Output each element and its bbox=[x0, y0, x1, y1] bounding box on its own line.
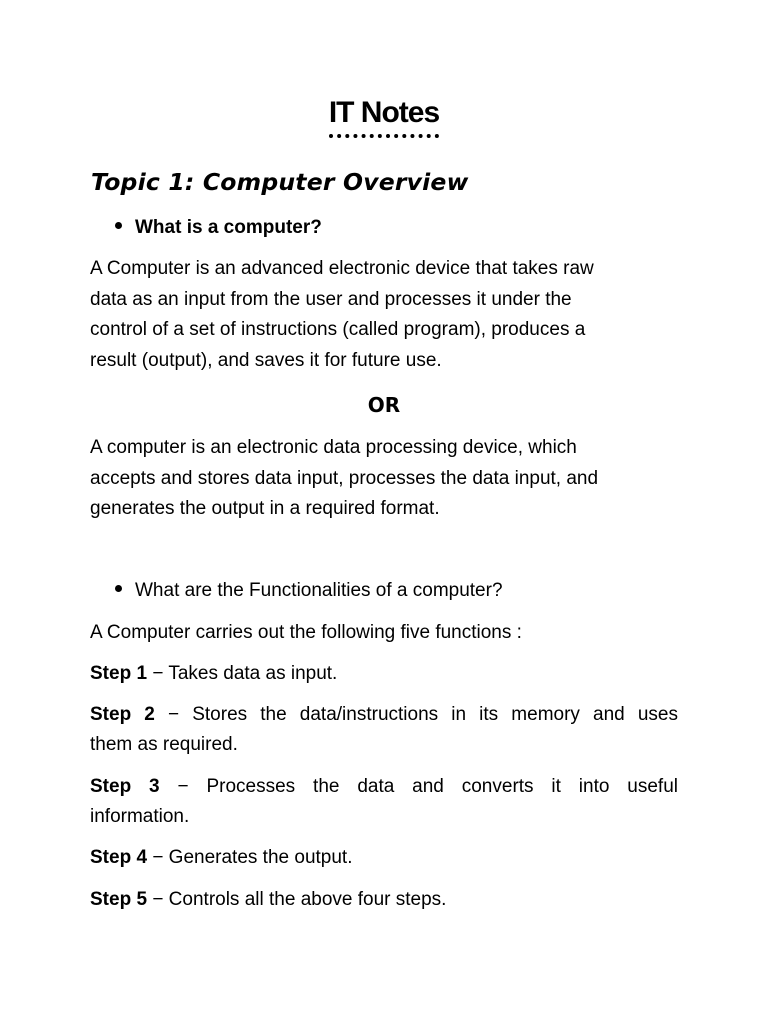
step-line bbox=[90, 772, 678, 802]
paragraph-line: data as an input from the user and processes it under the bbox=[90, 288, 572, 310]
paragraph-line: result (output), and saves it for future use. bbox=[90, 349, 442, 371]
step-label: Step 4 bbox=[90, 847, 148, 868]
definition-paragraph-2 bbox=[90, 433, 678, 525]
bullet-question-what-is-computer bbox=[115, 213, 322, 243]
step-text: − Stores the data/instructions in its memory and uses bbox=[168, 704, 678, 725]
functions-intro: A Computer carries out the following five functions : bbox=[90, 622, 522, 643]
paragraph-line: generates the output in a required format. bbox=[90, 498, 440, 519]
question-text: What is a computer? bbox=[135, 217, 322, 238]
question-text: What are the Functionalities of a computer? bbox=[135, 580, 503, 601]
step-3 bbox=[90, 772, 678, 832]
step-1 bbox=[90, 659, 678, 689]
step-line-continued: them as required. bbox=[90, 734, 238, 755]
paragraph-line: A Computer is an advanced electronic device that takes raw bbox=[90, 258, 594, 279]
paragraph-line: A computer is an electronic data processing device, which bbox=[90, 437, 577, 458]
step-2 bbox=[90, 700, 678, 760]
bullet-dot-icon bbox=[115, 585, 122, 592]
step-label: Step 2 bbox=[90, 704, 155, 725]
bullet-dot-icon bbox=[115, 222, 122, 229]
document-title-text: IT Notes bbox=[329, 93, 439, 138]
topic-heading: Topic 1: Computer Overview bbox=[91, 168, 469, 196]
step-text: − Generates the output. bbox=[152, 847, 353, 868]
step-text: − Controls all the above four steps. bbox=[152, 889, 447, 910]
paragraph-line: control of a set of instructions (called program), produces a bbox=[90, 319, 586, 340]
document-title bbox=[0, 93, 768, 138]
paragraph-line: accepts and stores data input, processes the data input, and bbox=[90, 467, 599, 489]
step-text: − Processes the data and converts it into useful bbox=[177, 776, 678, 797]
step-label: Step 5 bbox=[90, 889, 148, 910]
definition-paragraph-1 bbox=[90, 254, 678, 376]
step-4 bbox=[90, 843, 678, 873]
step-label: Step 1 bbox=[90, 663, 148, 684]
step-label: Step 3 bbox=[90, 776, 160, 797]
or-separator: OR bbox=[367, 393, 401, 417]
step-line bbox=[90, 700, 678, 730]
step-text: − Takes data as input. bbox=[152, 663, 338, 684]
step-line-continued: information. bbox=[90, 806, 190, 827]
step-5 bbox=[90, 885, 678, 915]
bullet-question-functionalities bbox=[115, 576, 503, 606]
